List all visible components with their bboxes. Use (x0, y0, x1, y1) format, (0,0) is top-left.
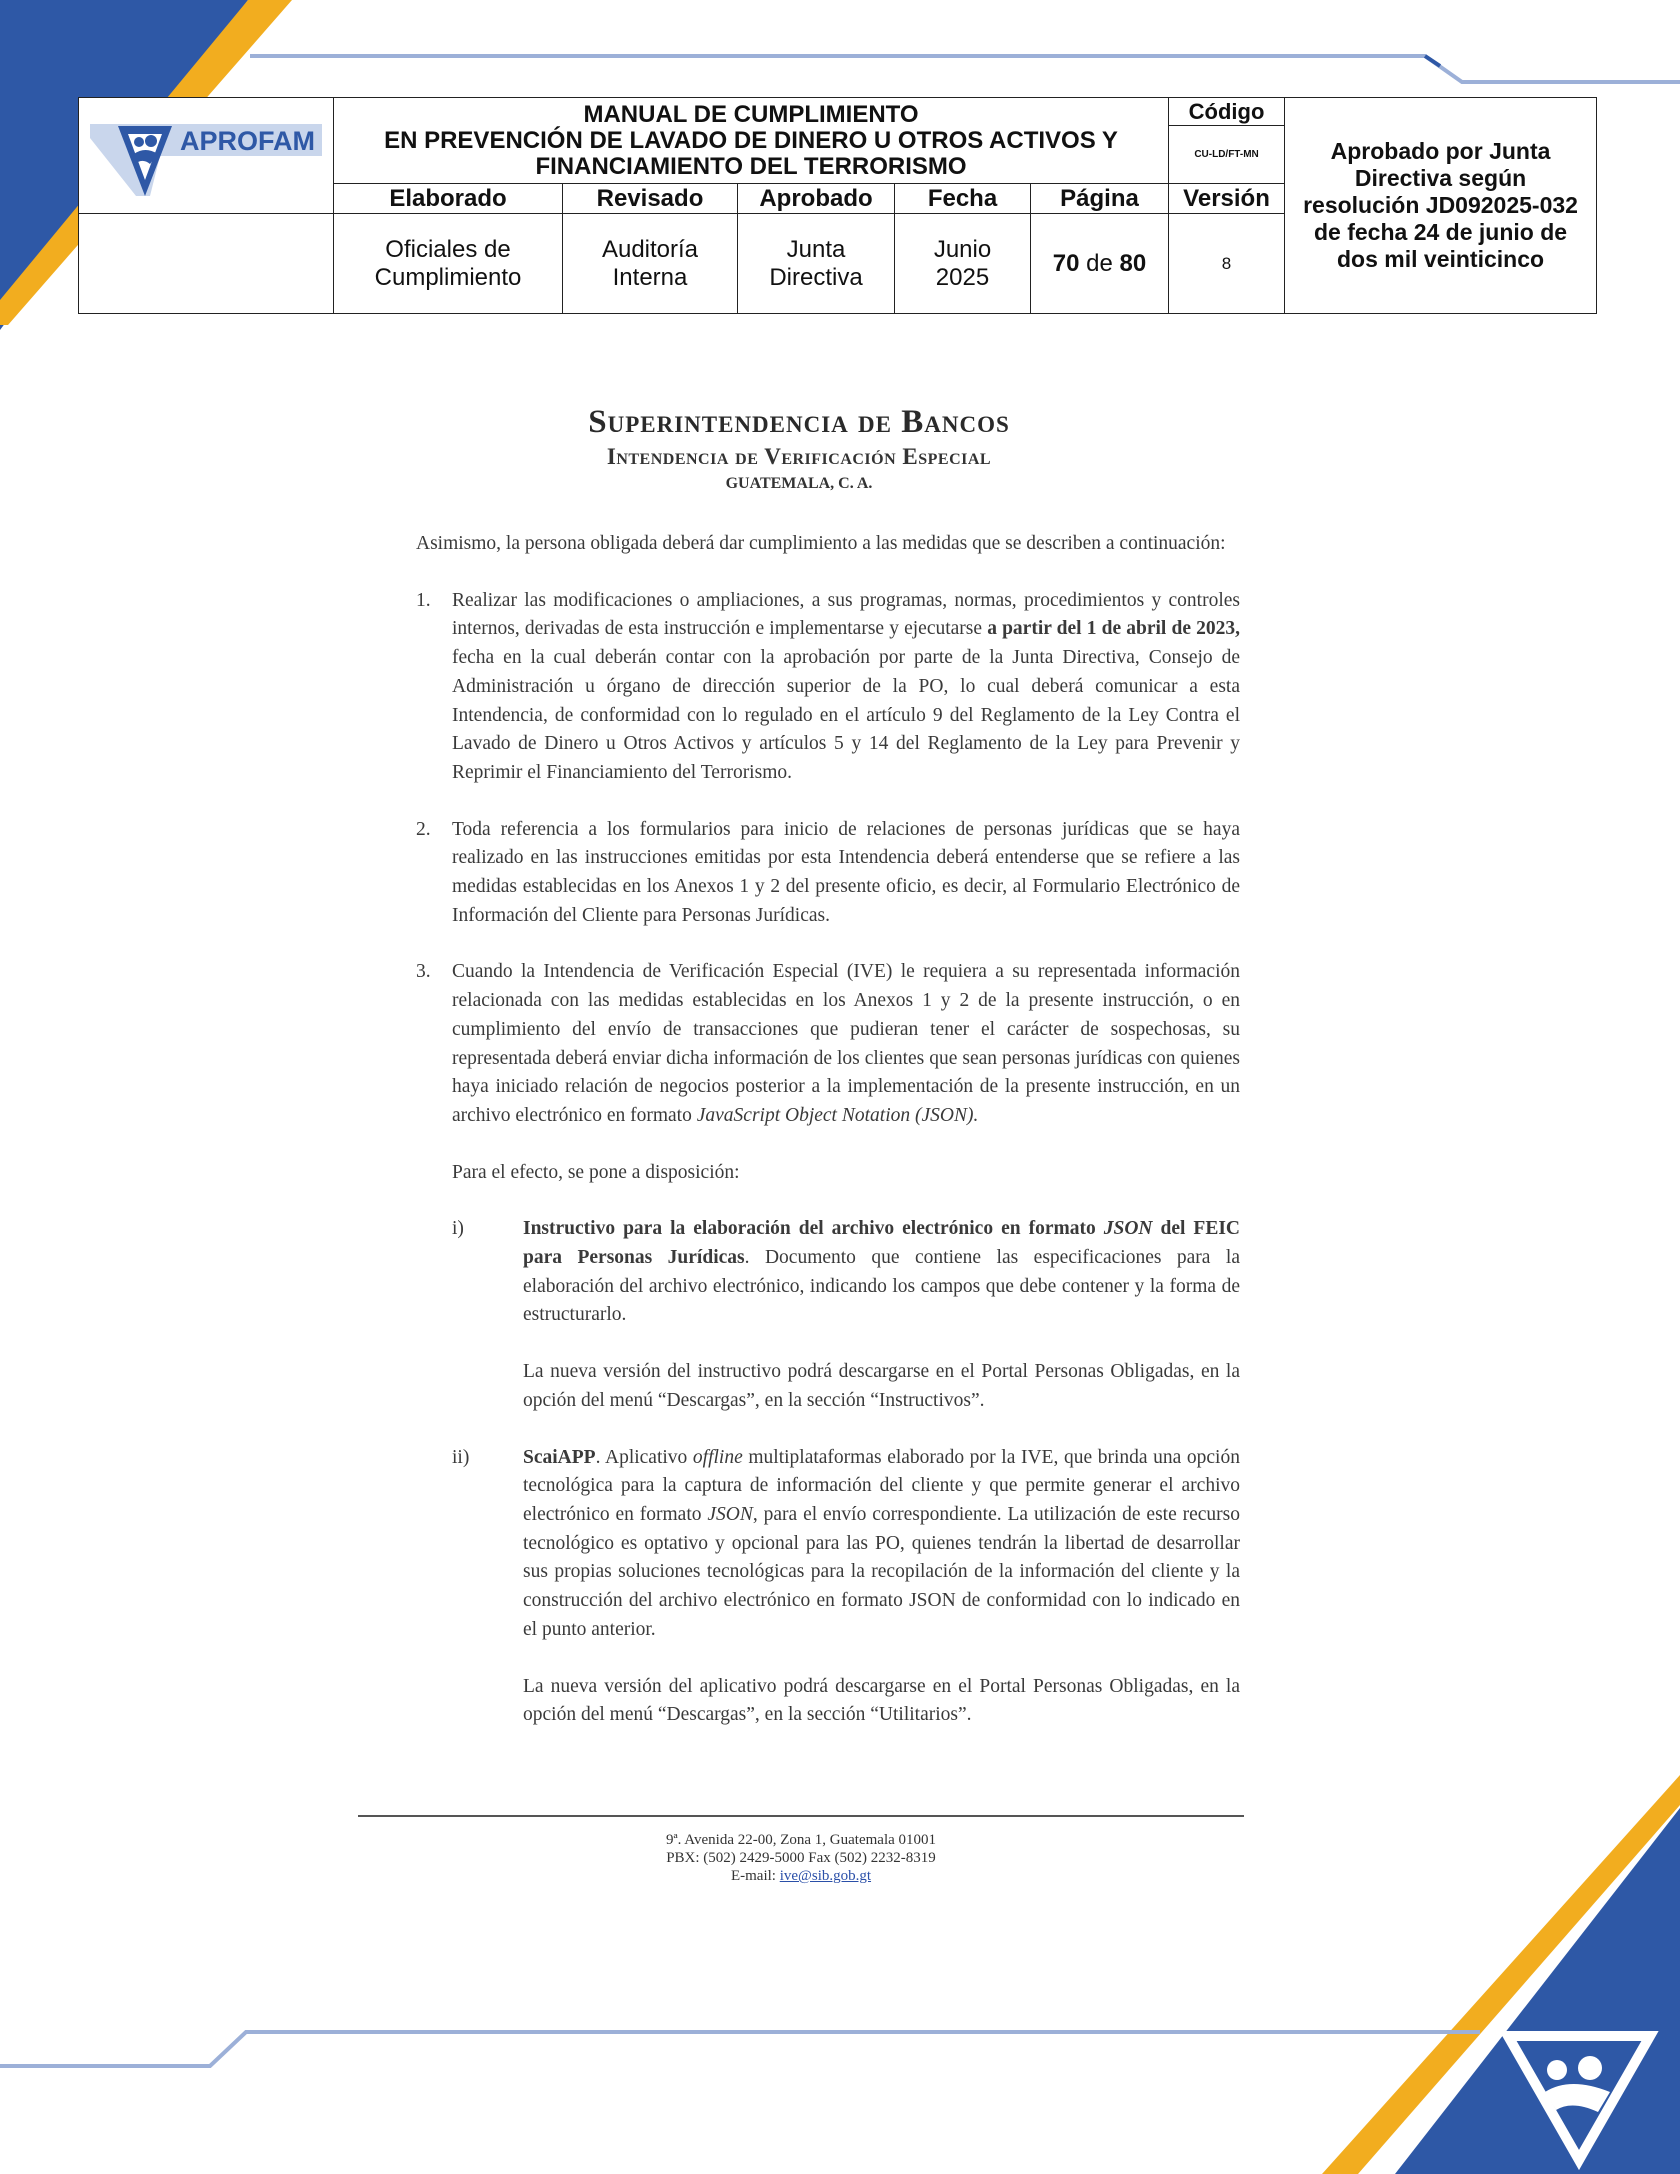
followup-paragraph: Para el efecto, se pone a disposición: (452, 1161, 740, 1183)
aprofam-logo-text: APROFAM (180, 126, 315, 156)
list-item: 1. Realizar las modificaciones o ampliaciones, a sus programas, normas, procedimientos y controles internos, derivadas de esta instrucción e implementarse y ejecutarse a partir del 1 de abril de 2023, fecha en la cual deberán contar con la aprobación por parte de la Junta Directiva, Consejo de Administración u órgano de dirección superior de la PO, lo cual deberá comunicar a esta Intendencia, de conformidad con lo regulado en el artículo 9 del Reglamento de la Ley Contra el Lavado de Dinero u Otros Activos y artículos 5 y 14 del Reglamento de la Ley para Prevenir y Reprimir el Financiamiento del Terrorismo. (358, 587, 1240, 788)
sub-list-item: ii) ScaiAPP. Aplicativo offline multiplataformas elaborado por la IVE, que brinda una opción tecnológica para la captura de información del cliente y que permite generar el archivo electrónico en formato JSON, para el envío correspondiente. La utilización de este recurso tecnológico es optativo y opcional para las PO, quienes tendrán la libertad de desarrollar sus propias soluciones tecnológicas para la recopilación de la información del cliente y la construcción del archivo electrónico en formato JSON de conformidad con lo indicado en el punto anterior. (358, 1444, 1240, 1645)
letterhead-city: GUATEMALA, C. A. (725, 475, 873, 492)
letterhead-title: Superintendencia de Bancos (588, 404, 1010, 440)
letterhead (358, 402, 1240, 496)
code-value: CU-LD/FT-MN (1169, 126, 1285, 184)
manual-title-line1: MANUAL DE CUMPLIMIENTO (583, 100, 919, 128)
sub-list-number: i) (452, 1218, 464, 1240)
elaborado-value: Oficiales de Cumplimiento (334, 214, 563, 314)
manual-title (334, 98, 1169, 184)
intro-paragraph: Asimismo, la persona obligada deberá dar cumplimiento a las medidas que se describen a continuación: (416, 533, 1226, 554)
list-item-number: 2. (416, 818, 431, 840)
manual-title-line3: FINANCIAMIENTO DEL TERRORISMO (535, 152, 967, 180)
list-item: 2. Toda referencia a los formularios para inicio de relaciones de personas jurídicas que se haya realizado en las instrucciones emitidas por esta Intendencia deberá entenderse que se refiere a las medidas establecidas en los Anexos 1 y 2 del presente oficio, es decir, al Formulario Electrónico de Información del Cliente para Personas Jurídicas. (358, 816, 1240, 931)
code-label: Código (1169, 98, 1285, 126)
revisado-value: Auditoría Interna (563, 214, 738, 314)
aprobado-label: Aprobado (738, 184, 895, 214)
revisado-label: Revisado (563, 184, 738, 214)
aprofam-logo-graphic (90, 98, 322, 208)
email-link[interactable]: ive@sib.gob.gt (779, 1868, 872, 1884)
fecha-label: Fecha (895, 184, 1031, 214)
logo-cell-bottom (79, 214, 334, 314)
list-item-number: 3. (416, 961, 431, 983)
aprofam-logo (79, 98, 334, 214)
aprobado-value: Junta Directiva (738, 214, 895, 314)
sub-list-item: i) Instructivo para la elaboración del archivo electrónico en formato JSON del FEIC para Personas Jurídicas. Documento que contiene las especificaciones para la elaboración del archivo electrónico, indicando los campos que debe contener y la forma de estructurarlo. (358, 1215, 1240, 1330)
footer-email: E-mail: ive@sib.gob.gt (730, 1868, 872, 1884)
elaborado-label: Elaborado (334, 184, 563, 214)
version-value: 8 (1169, 214, 1285, 314)
header-line-top (250, 56, 1680, 82)
fecha-value: Junio 2025 (895, 214, 1031, 314)
letter-footer (358, 1815, 1244, 1885)
footer-address: 9ª. Avenida 22-00, Zona 1, Guatemala 01001 (665, 1832, 937, 1848)
list-item: 3. Cuando la Intendencia de Verificación Especial (IVE) le requiera a su representada información relacionada con las medidas establecidas en los Anexos 1 y 2 de la presente instrucción, o en cumplimiento del envío de transacciones que pudieran tener el carácter de sospechosas, su representada deberá enviar dicha información de los clientes que sean personas jurídicas con quienes haya iniciado relación de negocios posterior a la implementación de la presente instrucción, en un archivo electrónico en formato JavaScript Object Notation (JSON). (358, 958, 1240, 1130)
manual-title-line2: EN PREVENCIÓN DE LAVADO DE DINERO U OTROS ACTIVOS Y (384, 126, 1118, 154)
scanned-letter (358, 402, 1240, 1730)
page-number: 70 de 80 (1031, 214, 1169, 314)
sub-list-note: La nueva versión del aplicativo podrá descargarse en el Portal Personas Obligadas, en la opción del menú “Descargas”, en la sección “Utilitarios”. (523, 1675, 1240, 1726)
footer-line-bottom (0, 2032, 1480, 2066)
sub-list-note: La nueva versión del instructivo podrá descargarse en el Portal Personas Obligadas, en la opción del menú “Descargas”, en la sección “Instructivos”. (523, 1361, 1240, 1411)
pagina-label: Página (1031, 184, 1169, 214)
list-item-number: 1. (416, 589, 431, 611)
letterhead-subtitle: Intendencia de Verificación Especial (606, 444, 992, 469)
approval-note: Aprobado por Junta Directiva según resolución JD092025-032 de fecha 24 de junio de dos mil veinticinco (1285, 98, 1597, 314)
sub-list-number: ii) (452, 1446, 470, 1468)
corner-blue-shape-bottom (1395, 1808, 1680, 2174)
document-header-table (78, 97, 1597, 314)
footer-phone: PBX: (502) 2429-5000 Fax (502) 2232-8319 (666, 1850, 936, 1866)
version-label: Versión (1169, 184, 1285, 214)
